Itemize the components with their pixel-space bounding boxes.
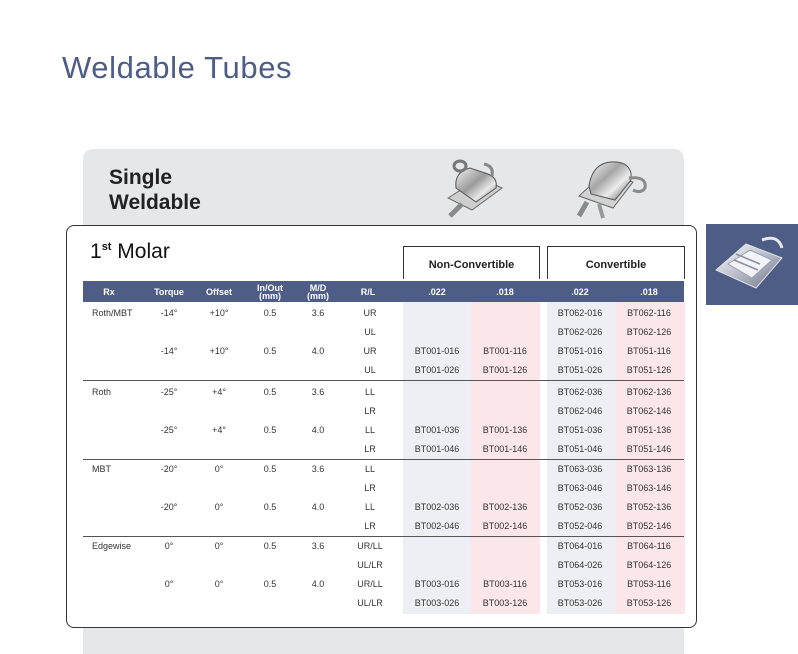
- cell-nc-022: BT001-026: [414, 365, 460, 375]
- cell-r-l: UL: [364, 365, 376, 375]
- cell-r-l: LR: [364, 483, 376, 493]
- cell-offset: +10°: [209, 308, 229, 318]
- cell-r-l: LR: [364, 521, 376, 531]
- cell-rx: MBT: [92, 464, 111, 474]
- cell-c-022: BT063-036: [557, 464, 603, 474]
- cell-c-022: BT062-036: [557, 387, 603, 397]
- cell-torque: -25°: [160, 387, 178, 397]
- cell-r-l: LL: [364, 502, 376, 512]
- cell-c-022: BT062-026: [557, 327, 603, 337]
- cell-r-l: LL: [364, 464, 376, 474]
- cell-c-022: BT052-046: [557, 521, 603, 531]
- cell-rx: Roth: [92, 387, 112, 397]
- convertible-group-label: Convertible: [547, 246, 685, 279]
- cell-r-l: LL: [364, 425, 376, 435]
- cell-in-out: 0.5: [263, 387, 277, 397]
- cell-r-l: UR: [363, 346, 377, 356]
- cell-c-018: BT051-146: [626, 444, 672, 454]
- cell-c-022: BT051-046: [557, 444, 603, 454]
- cell-in-out: 0.5: [263, 541, 277, 551]
- cell-in-out: 0.5: [263, 346, 277, 356]
- cell-c-022: BT052-036: [557, 502, 603, 512]
- cell-r-l: UL/LR: [357, 598, 383, 608]
- cell-m-d: 3.6: [311, 308, 325, 318]
- cell-c-018: BT062-126: [626, 327, 672, 337]
- non-convertible-group-label: Non-Convertible: [403, 246, 540, 279]
- header-nc-018: .018: [496, 286, 514, 297]
- cell-r-l: LR: [364, 406, 376, 416]
- header-rx: Rx: [103, 286, 115, 297]
- cell-r-l: UL: [364, 327, 376, 337]
- panel-heading: [109, 165, 201, 215]
- group-divider: [83, 536, 684, 537]
- header-in-out: In/Out (mm): [257, 282, 283, 301]
- cell-in-out: 0.5: [263, 464, 277, 474]
- header-c-018: .018: [640, 286, 658, 297]
- panel-heading-line2: Weldable: [109, 191, 201, 214]
- cell-c-018: BT052-136: [626, 502, 672, 512]
- cell-r-l: UR: [363, 308, 377, 318]
- cell-offset: +4°: [212, 425, 226, 435]
- convertible-tube-thumbnail: [706, 224, 798, 305]
- cell-in-out: 0.5: [263, 502, 277, 512]
- cell-r-l: UR/LL: [357, 579, 383, 589]
- cell-offset: 0°: [214, 464, 224, 474]
- cell-nc-022: BT001-046: [414, 444, 460, 454]
- cell-c-022: BT051-036: [557, 425, 603, 435]
- cell-offset: 0°: [214, 502, 224, 512]
- cell-c-018: BT062-146: [626, 406, 672, 416]
- cell-c-018: BT064-126: [626, 560, 672, 570]
- cell-in-out: 0.5: [263, 308, 277, 318]
- cell-c-018: BT064-116: [627, 541, 671, 551]
- cell-c-022: BT062-046: [557, 406, 603, 416]
- cell-rx: Roth/MBT: [92, 308, 133, 318]
- cell-c-022: BT053-026: [557, 598, 603, 608]
- cell-torque: -20°: [160, 502, 178, 512]
- cell-nc-022: BT001-016: [414, 346, 460, 356]
- cell-offset: +10°: [209, 346, 229, 356]
- cell-c-018: BT063-136: [626, 464, 672, 474]
- cell-r-l: LL: [364, 387, 376, 397]
- cell-m-d: 3.6: [311, 387, 325, 397]
- cell-c-018: BT062-116: [627, 308, 671, 318]
- convertible-tube-image: [573, 156, 653, 220]
- cell-r-l: UL/LR: [357, 560, 383, 570]
- molar-title: 1st Molar: [90, 240, 170, 263]
- cell-c-018: BT051-136: [626, 425, 672, 435]
- cell-rx: Edgewise: [92, 541, 132, 551]
- cell-c-018: BT052-146: [626, 521, 672, 531]
- panel-heading-line1: Single: [109, 166, 173, 189]
- cell-nc-018: BT001-136: [482, 425, 528, 435]
- cell-c-018: BT062-136: [626, 387, 672, 397]
- cell-nc-022: BT003-026: [414, 598, 460, 608]
- cell-torque: -20°: [160, 464, 178, 474]
- cell-nc-018: BT002-146: [482, 521, 528, 531]
- cell-c-018: BT053-126: [626, 598, 672, 608]
- cell-c-022: BT051-016: [557, 346, 603, 356]
- table-header-row: [83, 281, 684, 302]
- cell-torque: -25°: [160, 425, 178, 435]
- cell-torque: -14°: [160, 308, 178, 318]
- header-r-l: R/L: [360, 286, 376, 297]
- cell-c-018: BT063-146: [626, 483, 672, 493]
- header-nc-022: .022: [428, 286, 446, 297]
- group-divider: [83, 380, 684, 381]
- cell-m-d: 4.0: [311, 502, 325, 512]
- cell-offset: 0°: [214, 541, 224, 551]
- cell-c-022: BT051-026: [557, 365, 603, 375]
- cell-c-022: BT063-046: [557, 483, 603, 493]
- cell-nc-022: BT001-036: [414, 425, 460, 435]
- cell-nc-018: BT001-126: [482, 365, 528, 375]
- cell-nc-018: BT003-126: [482, 598, 528, 608]
- cell-nc-018: BT001-146: [482, 444, 528, 454]
- cell-nc-022: BT002-036: [414, 502, 460, 512]
- cell-in-out: 0.5: [263, 425, 277, 435]
- cell-r-l: LR: [364, 444, 376, 454]
- cell-offset: 0°: [214, 579, 224, 589]
- cell-torque: 0°: [164, 579, 174, 589]
- cell-c-022: BT064-016: [557, 541, 603, 551]
- header-c-022: .022: [571, 286, 589, 297]
- header-torque: Torque: [154, 286, 184, 297]
- cell-m-d: 4.0: [311, 579, 325, 589]
- cell-nc-018: BT003-116: [483, 579, 527, 589]
- cell-c-018: BT051-126: [626, 365, 672, 375]
- side-product-tile: [706, 224, 798, 305]
- cell-c-018: BT051-116: [627, 346, 671, 356]
- cell-offset: +4°: [212, 387, 226, 397]
- cell-torque: -14°: [160, 346, 178, 356]
- cell-in-out: 0.5: [263, 579, 277, 589]
- cell-nc-022: BT003-016: [414, 579, 460, 589]
- cell-c-018: BT053-116: [627, 579, 671, 589]
- cell-m-d: 3.6: [311, 464, 325, 474]
- header-offset: Offset: [205, 286, 233, 297]
- header-m-d: M/D (mm): [307, 282, 329, 301]
- cell-m-d: 3.6: [311, 541, 325, 551]
- cell-nc-018: BT002-136: [482, 502, 528, 512]
- page-title: Weldable Tubes: [62, 50, 293, 85]
- group-divider: [83, 459, 684, 460]
- cell-torque: 0°: [164, 541, 174, 551]
- cell-r-l: UR/LL: [357, 541, 383, 551]
- cell-nc-018: BT001-116: [483, 346, 527, 356]
- cell-c-022: BT053-016: [557, 579, 603, 589]
- cell-m-d: 4.0: [311, 425, 325, 435]
- cell-c-022: BT062-016: [557, 308, 603, 318]
- cell-c-022: BT064-026: [557, 560, 603, 570]
- non-convertible-tube-image: [440, 154, 510, 220]
- cell-nc-022: BT002-046: [414, 521, 460, 531]
- cell-m-d: 4.0: [311, 346, 325, 356]
